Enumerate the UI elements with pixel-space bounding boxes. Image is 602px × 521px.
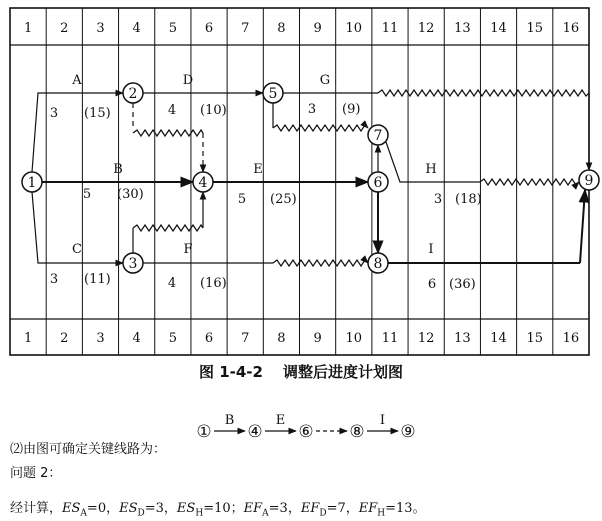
column-number-top: 6 (204, 21, 214, 36)
column-number-bottom: 9 (313, 331, 322, 346)
column-number-top: 8 (277, 21, 286, 36)
column-number-bottom: 8 (277, 331, 286, 346)
activity-cost-g: (9) (342, 102, 361, 117)
question-heading: 问题 2： (10, 466, 62, 481)
activity-cost-d: (10) (200, 103, 227, 118)
activity-name-c: C (72, 242, 82, 257)
activity-duration-e: 5 (237, 192, 247, 207)
critical-path-node: ① (196, 422, 212, 442)
activity-name-i: I (428, 242, 434, 257)
activity-name-d: D (182, 73, 194, 88)
node-label: 7 (373, 128, 383, 144)
column-number-bottom: 5 (168, 331, 177, 346)
critical-path-node: ⑨ (400, 422, 416, 442)
node-6 (368, 172, 388, 192)
calc-item: $EF_A=3$， (243, 501, 301, 519)
column-number-top: 11 (381, 21, 399, 36)
activity-duration-b: 5 (82, 187, 92, 202)
column-number-bottom: 12 (417, 331, 435, 346)
node-label: 9 (584, 173, 594, 189)
column-number-top: 3 (96, 21, 105, 36)
node-label: 5 (268, 86, 278, 102)
column-number-top: 4 (132, 21, 141, 36)
activity-duration-d: 4 (167, 103, 177, 118)
column-number-bottom: 7 (241, 331, 250, 346)
critical-path-chain (196, 413, 415, 442)
activity-name-e: E (253, 162, 263, 177)
activity-a-arrow (32, 93, 123, 172)
figure-title: 调整后进度计划图 (282, 363, 403, 381)
activity-h-wave (480, 179, 579, 185)
node-3 (123, 253, 143, 273)
node-2 (123, 83, 143, 103)
activity-cost-i: (36) (449, 277, 476, 292)
critical-path-label: E (275, 413, 286, 428)
column-number-top: 10 (345, 21, 363, 36)
activity-cost-c: (11) (84, 272, 111, 287)
node-label: 6 (373, 175, 383, 191)
activity-cost-h: (18) (455, 192, 482, 207)
column-number-bottom: 1 (23, 331, 33, 346)
column-number-bottom: 11 (381, 331, 399, 346)
node-label: 3 (128, 256, 138, 272)
node-8 (368, 253, 388, 273)
node-4 (193, 172, 213, 192)
calc-item: $EF_D=7$， (300, 501, 359, 519)
activity-name-h: H (425, 162, 437, 177)
activity-cost-e: (25) (270, 192, 297, 207)
dummy-2-4-wave (133, 130, 203, 136)
node-label: 8 (373, 256, 383, 272)
activity-duration-a: 3 (49, 106, 59, 121)
column-number-bottom: 16 (562, 331, 580, 346)
calc-prefix: 经计算， (10, 501, 63, 516)
activity-duration-c: 3 (49, 272, 59, 287)
dummy-3-4-wave (133, 225, 203, 231)
column-number-bottom: 10 (345, 331, 363, 346)
activity-name-a: A (72, 73, 82, 88)
column-number-bottom: 15 (526, 331, 543, 346)
node-label: 1 (27, 175, 37, 191)
column-number-top: 13 (454, 21, 471, 36)
critical-path-node: ④ (247, 422, 263, 442)
column-number-top: 16 (562, 21, 580, 36)
activity-cost-f: (16) (200, 276, 227, 291)
column-number-top: 5 (168, 21, 177, 36)
calc-items (62, 501, 426, 519)
column-number-top: 15 (526, 21, 543, 36)
column-number-top: 2 (60, 21, 69, 36)
activity-name-b: B (113, 162, 123, 177)
column-number-bottom: 4 (132, 331, 141, 346)
column-number-bottom: 14 (490, 331, 507, 346)
column-number-bottom: 13 (454, 331, 471, 346)
column-number-top: 7 (241, 21, 250, 36)
column-number-top: 14 (490, 21, 507, 36)
activity-duration-g: 3 (307, 102, 317, 117)
activity-duration-f: 4 (167, 276, 177, 291)
calculation-line (10, 497, 426, 519)
activity-i-arrow (580, 190, 585, 263)
column-number-top: 12 (417, 21, 435, 36)
calc-item: $ES_H=10$； (176, 501, 244, 519)
node-1 (22, 172, 42, 192)
node-label: 4 (198, 175, 208, 191)
node-5 (263, 83, 283, 103)
activity-cost-a: (15) (84, 106, 111, 121)
critical-path-node: ⑧ (349, 422, 365, 442)
figure-caption (0, 361, 602, 382)
dummy-5-7-wave (273, 125, 368, 131)
column-number-top: 1 (23, 21, 33, 36)
figure-number: 图 1-4-2 (198, 363, 263, 381)
column-number-bottom: 6 (204, 331, 214, 346)
critical-path-text: ⑵由图可确定关键线路为： (10, 442, 167, 457)
activity-cost-b: (30) (117, 187, 144, 202)
column-number-top: 9 (313, 21, 322, 36)
calc-item: $ES_D=3$， (119, 501, 177, 519)
node-9 (579, 170, 599, 190)
node-7 (368, 125, 388, 145)
activity-duration-h: 3 (433, 192, 443, 207)
activity-name-f: F (183, 242, 193, 257)
critical-path-node: ⑥ (298, 422, 314, 442)
column-number-bottom: 2 (60, 331, 69, 346)
activity-f-wave (273, 260, 368, 266)
critical-path-label: I (379, 413, 386, 428)
column-number-bottom: 3 (96, 331, 105, 346)
calc-item: $EF_H=13$。 (358, 501, 426, 519)
calc-item: $ES_A=0$， (62, 501, 120, 519)
activity-g-wave (378, 90, 589, 96)
node-label: 2 (128, 86, 138, 102)
critical-path-label: B (224, 413, 235, 428)
activity-duration-i: 6 (427, 277, 437, 292)
activity-name-g: G (319, 73, 331, 88)
